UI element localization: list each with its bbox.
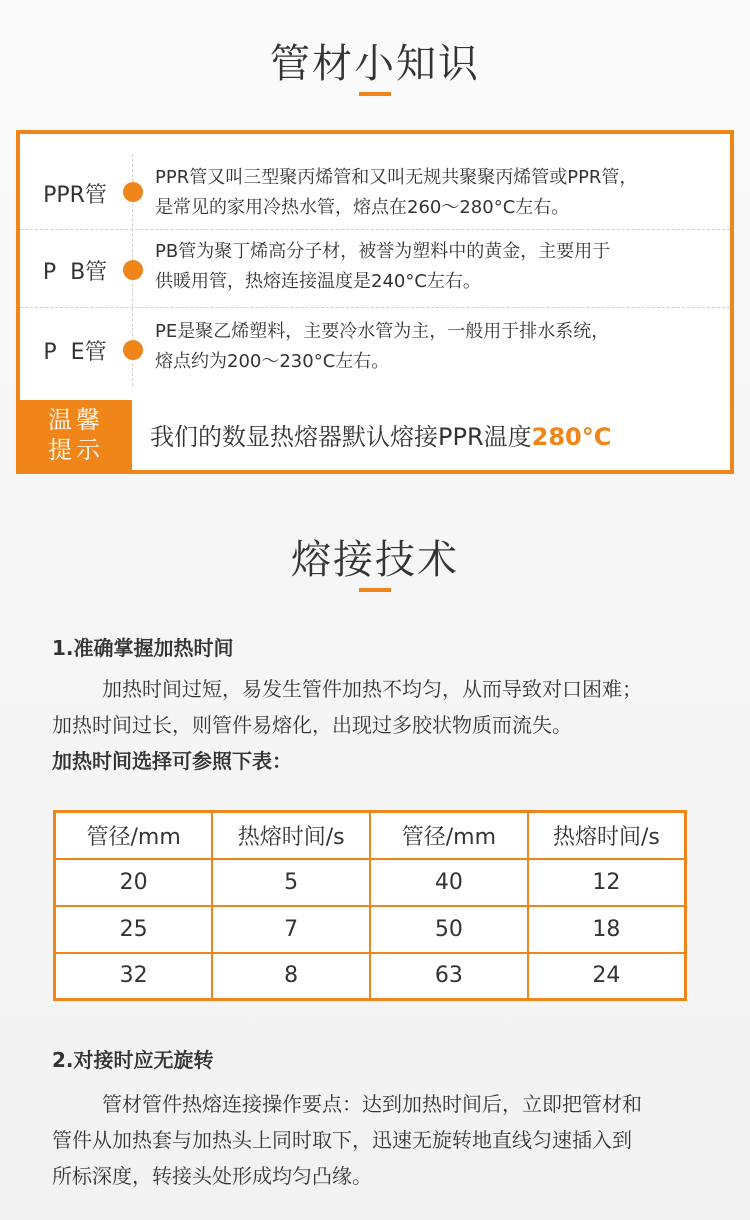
title-underline: [359, 588, 391, 592]
tip-text: [150, 417, 611, 452]
tip-label: [20, 400, 132, 470]
pipe-row-ppr: [20, 150, 730, 228]
pipe-description: [155, 317, 725, 377]
paragraph-line: 加热时间过短，易发生管件加热不均匀，从而导致对口困难；: [102, 677, 642, 701]
pipe-description-line: 熔点约为200～230°C左右。: [155, 351, 390, 372]
pipe-name: P E管: [43, 340, 107, 365]
pipe-name: P B管: [42, 260, 108, 285]
table-row: [55, 953, 686, 1000]
table-cell: 5: [212, 859, 370, 906]
tip-message: 我们的数显热熔器默认熔接PPR温度: [150, 423, 532, 451]
pipe-name: PPR管: [43, 183, 107, 208]
table-header-cell: 热熔时间/s: [212, 812, 370, 859]
table-cell: 24: [528, 953, 686, 1000]
tip-label-line: 温馨: [48, 406, 104, 434]
table-header-row: [55, 812, 686, 859]
section-title-welding: 熔接技术: [291, 537, 459, 583]
table-cell: 63: [370, 953, 528, 1000]
table-header-cell: 热熔时间/s: [528, 812, 686, 859]
table-row: [55, 859, 686, 906]
pipe-description-line: PE是聚乙烯塑料，主要冷水管为主，一般用于排水系统，: [155, 321, 610, 342]
pipe-description-line: PB管为聚丁烯高分子材，被誉为塑料中的黄金，主要用于: [155, 241, 611, 262]
section-title-knowledge: 管材小知识: [270, 41, 480, 87]
paragraph-no-rotation: [52, 1086, 742, 1194]
table-cell: 18: [528, 906, 686, 953]
bullet-dot-icon: [123, 340, 143, 360]
table-cell: 25: [55, 906, 213, 953]
tip-label-line: 提示: [48, 436, 104, 464]
pipe-description: [155, 163, 725, 223]
pipe-description-line: 供暖用管，热熔连接温度是240°C左右。: [155, 271, 481, 292]
table-header-cell: 管径/mm: [370, 812, 528, 859]
paragraph-line: 管件从加热套与加热头上同时取下，迅速无旋转地直线匀速插入到: [52, 1128, 632, 1152]
heading-no-rotation: 2.对接时应无旋转: [52, 1048, 214, 1072]
table-cell: 40: [370, 859, 528, 906]
table-cell: 50: [370, 906, 528, 953]
heating-time-table: [53, 810, 687, 1001]
paragraph-line: 管材管件热熔连接操作要点：达到加热时间后，立即把管材和: [102, 1092, 642, 1116]
table-cell: 20: [55, 859, 213, 906]
table-cell: 8: [212, 953, 370, 1000]
pipe-description-line: PPR管又叫三型聚丙烯管和又叫无规共聚聚丙烯管或PPR管，: [155, 167, 638, 188]
pipe-description: [155, 237, 725, 297]
title-underline: [359, 92, 391, 96]
table-intro: 加热时间选择可参照下表：: [52, 749, 292, 773]
table-cell: 12: [528, 859, 686, 906]
paragraph-line: 所标深度，转接头处形成均匀凸缘。: [52, 1164, 372, 1188]
pipe-info-box: [16, 130, 734, 474]
bullet-dot-icon: [123, 260, 143, 280]
bullet-dot-icon: [123, 182, 143, 202]
tip-temperature: 280°C: [531, 423, 612, 451]
paragraph-heating-time: [52, 671, 712, 779]
heading-heating-time: 1.准确掌握加热时间: [52, 636, 234, 660]
pipe-row-pb: [20, 229, 730, 307]
paragraph-line: 加热时间过长，则管件易熔化，出现过多胶状物质而流失。: [52, 713, 572, 737]
pipe-description-line: 是常见的家用冷热水管，熔点在260～280°C左右。: [155, 197, 570, 218]
table-cell: 32: [55, 953, 213, 1000]
table-header-cell: 管径/mm: [55, 812, 213, 859]
pipe-row-pe: [20, 307, 730, 385]
tip-banner: [20, 400, 730, 470]
table-row: [55, 906, 686, 953]
table-cell: 7: [212, 906, 370, 953]
